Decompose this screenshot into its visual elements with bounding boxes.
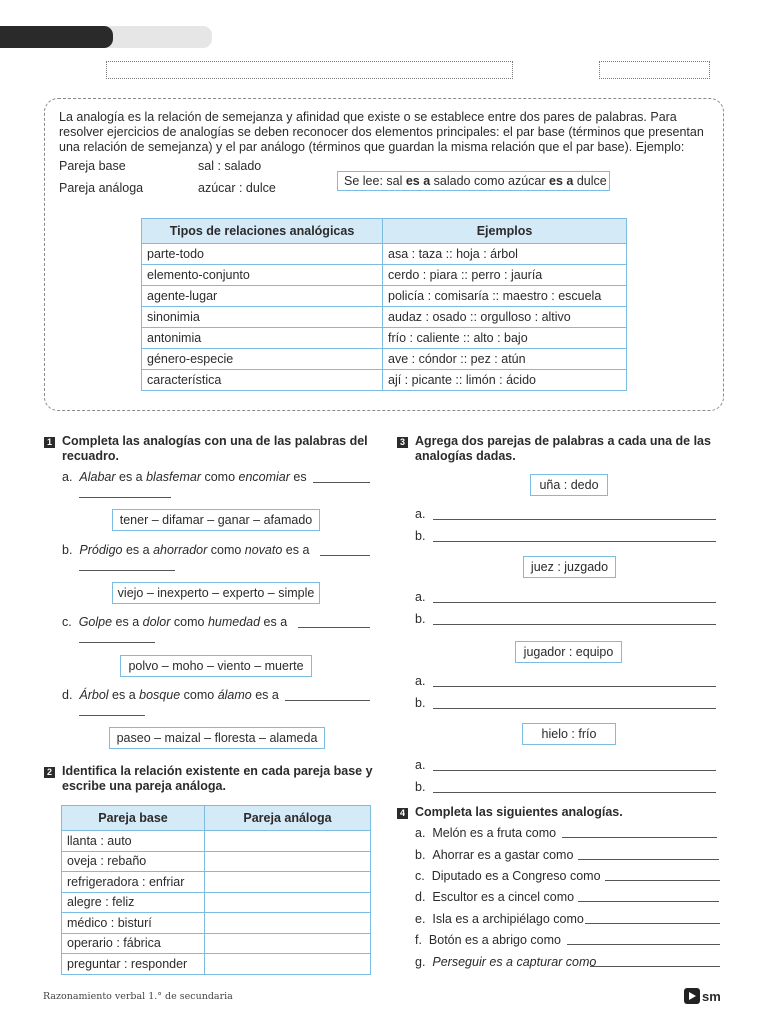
ex4-e-answer-line[interactable] [585, 922, 720, 924]
exercise-4-number: 4 [397, 808, 408, 819]
table-cell: característica [142, 370, 383, 391]
table-row [62, 831, 371, 852]
ex1-b-options-box: viejo – inexperto – experto – simple [112, 582, 320, 604]
ex4-item-f: f. Botón es a abrigo como [415, 933, 561, 947]
ex4-item-g: g. Perseguir es a capturar como [415, 955, 597, 969]
header-tab-dark [0, 26, 113, 48]
table-cell: sinonimia [142, 307, 383, 328]
relations-table [141, 218, 627, 391]
answer-cell[interactable] [205, 892, 371, 913]
ex3-line-label: a. [415, 590, 426, 604]
answer-cell[interactable] [205, 831, 371, 852]
ex3-line-label: b. [415, 696, 426, 710]
table-cell: elemento-conjunto [142, 265, 383, 286]
ex3-answer-line[interactable] [433, 707, 716, 709]
pairs-table [61, 805, 371, 975]
ex3-line-label: b. [415, 529, 426, 543]
ex4-f-answer-line[interactable] [567, 943, 720, 945]
ex4-a-answer-line[interactable] [562, 836, 717, 838]
ex1-item-d: d. Árbol es a bosque como álamo es a [62, 688, 279, 702]
analog-pair-label: Pareja análoga [59, 181, 144, 195]
table-row [62, 892, 371, 913]
table-cell: cerdo : piara :: perro : jauría [383, 265, 627, 286]
analog-pair-value: azúcar : dulce [198, 181, 276, 195]
ex3-answer-line[interactable] [433, 685, 716, 687]
relations-example-header: Ejemplos [383, 219, 627, 244]
ex1-c-options-box: polvo – moho – viento – muerte [120, 655, 312, 677]
table-cell: antonimia [142, 328, 383, 349]
exercise-2-title: Identifica la relación existente en cada pareja base y escribe una pareja análoga. [62, 764, 373, 793]
table-cell: llanta : auto [62, 831, 205, 852]
ex3-answer-line[interactable] [433, 623, 716, 625]
table-cell: agente-lugar [142, 286, 383, 307]
exercise-4-title: Completa las siguientes analogías. [415, 805, 623, 819]
exercise-2-number: 2 [44, 767, 55, 778]
header-tab-light [100, 26, 212, 48]
table-cell: médico : bisturí [62, 913, 205, 934]
ex4-b-answer-line[interactable] [578, 858, 719, 860]
ex3-answer-line[interactable] [433, 769, 716, 771]
base-pair-header: Pareja base [62, 806, 205, 831]
ex3-pair-2: juez : juzgado [523, 556, 616, 578]
table-cell: alegre : feliz [62, 892, 205, 913]
ex3-answer-line[interactable] [433, 601, 716, 603]
analog-pair-header: Pareja análoga [205, 806, 371, 831]
exercise-3-title: Agrega dos parejas de palabras a cada una de las analogías dadas. [415, 434, 711, 463]
ex3-line-label: a. [415, 507, 426, 521]
logo-text: sm [702, 988, 721, 1004]
table-cell: policía : comisaría :: maestro : escuela [383, 286, 627, 307]
ex1-a-options-box: tener – difamar – ganar – afamado [112, 509, 320, 531]
ex3-line-label: a. [415, 758, 426, 772]
intro-paragraph: La analogía es la relación de semejanza y afinidad que existe o se establece entre dos pares de palabras. Para resolver ejercicios de analogías se deben reconocer dos elementos principales: el par base (términos que presentan una relación de semejanza) y el par análogo (términos que guardan la misma relación que el par base). Ejemplo: [59, 110, 704, 154]
ex4-item-b: b. Ahorrar es a gastar como [415, 848, 574, 862]
answer-cell[interactable] [205, 954, 371, 975]
table-row [62, 851, 371, 872]
table-header-row [142, 219, 627, 244]
ex4-item-c: c. Diputado es a Congreso como [415, 869, 601, 883]
table-row [62, 954, 371, 975]
table-row [62, 933, 371, 954]
ex1-b-blank-1[interactable] [320, 545, 370, 556]
table-row [142, 265, 627, 286]
ex3-pair-1: uña : dedo [530, 474, 608, 496]
table-cell: oveja : rebaño [62, 851, 205, 872]
base-pair-label: Pareja base [59, 159, 126, 173]
table-row [62, 913, 371, 934]
ex3-answer-line[interactable] [433, 791, 716, 793]
ex4-d-answer-line[interactable] [578, 900, 719, 902]
name-field[interactable] [106, 61, 513, 79]
ex1-d-options-box: paseo – maizal – floresta – alameda [109, 727, 325, 749]
table-cell: ají : picante :: limón : ácido [383, 370, 627, 391]
ex1-c-blank-2[interactable] [79, 632, 155, 643]
ex3-line-label: a. [415, 674, 426, 688]
ex3-line-label: b. [415, 612, 426, 626]
exercise-3-number: 3 [397, 437, 408, 448]
ex1-a-blank-1[interactable] [313, 472, 370, 483]
table-row [142, 307, 627, 328]
table-row [142, 244, 627, 265]
table-cell: operario : fábrica [62, 933, 205, 954]
table-row [142, 370, 627, 391]
ex1-a-blank-2[interactable] [79, 487, 171, 498]
ex3-pair-4: hielo : frío [522, 723, 616, 745]
table-row [142, 349, 627, 370]
table-header-row [62, 806, 371, 831]
table-row [142, 286, 627, 307]
exercise-1-number: 1 [44, 437, 55, 448]
ex1-d-blank-1[interactable] [285, 690, 370, 701]
answer-cell[interactable] [205, 913, 371, 934]
footer-text: Razonamiento verbal 1.° de secundaria [43, 991, 233, 1002]
table-cell: asa : taza :: hoja : árbol [383, 244, 627, 265]
table-row [142, 328, 627, 349]
ex3-pair-3: jugador : equipo [515, 641, 622, 663]
relations-type-header: Tipos de relaciones analógicas [142, 219, 383, 244]
table-cell: género-especie [142, 349, 383, 370]
exercise-1-title: Completa las analogías con una de las palabras del recuadro. [62, 434, 368, 463]
ex3-answer-line[interactable] [433, 518, 716, 520]
table-cell: frío : caliente :: alto : bajo [383, 328, 627, 349]
ex4-c-answer-line[interactable] [605, 879, 720, 881]
base-pair-value: sal : salado [198, 159, 262, 173]
ex4-item-e: e. Isla es a archipiélago como [415, 912, 584, 926]
ex1-d-blank-2[interactable] [79, 705, 145, 716]
reading-example-box: Se lee: sal es a salado como azúcar es a dulce [337, 171, 610, 191]
table-row [62, 872, 371, 893]
ex3-line-label: b. [415, 780, 426, 794]
ex1-c-blank-1[interactable] [298, 617, 370, 628]
publisher-logo [684, 988, 721, 1004]
table-cell: preguntar : responder [62, 954, 205, 975]
ex1-item-b: b. Pródigo es a ahorrador como novato es a [62, 543, 310, 557]
date-field[interactable] [599, 61, 710, 79]
table-cell: parte-todo [142, 244, 383, 265]
table-cell: ave : cóndor :: pez : atún [383, 349, 627, 370]
ex4-g-answer-line[interactable] [590, 965, 720, 967]
play-icon [684, 988, 700, 1004]
answer-cell[interactable] [205, 933, 371, 954]
ex1-item-a: a. Alabar es a blasfemar como encomiar es [62, 470, 307, 484]
ex1-item-c: c. Golpe es a dolor como humedad es a [62, 615, 288, 629]
table-cell: audaz : osado :: orgulloso : altivo [383, 307, 627, 328]
ex3-answer-line[interactable] [433, 540, 716, 542]
ex1-b-blank-2[interactable] [79, 560, 175, 571]
answer-cell[interactable] [205, 851, 371, 872]
table-cell: refrigeradora : enfriar [62, 872, 205, 893]
ex4-item-a: a. Melón es a fruta como [415, 826, 557, 840]
ex4-item-d: d. Escultor es a cincel como [415, 890, 575, 904]
answer-cell[interactable] [205, 872, 371, 893]
